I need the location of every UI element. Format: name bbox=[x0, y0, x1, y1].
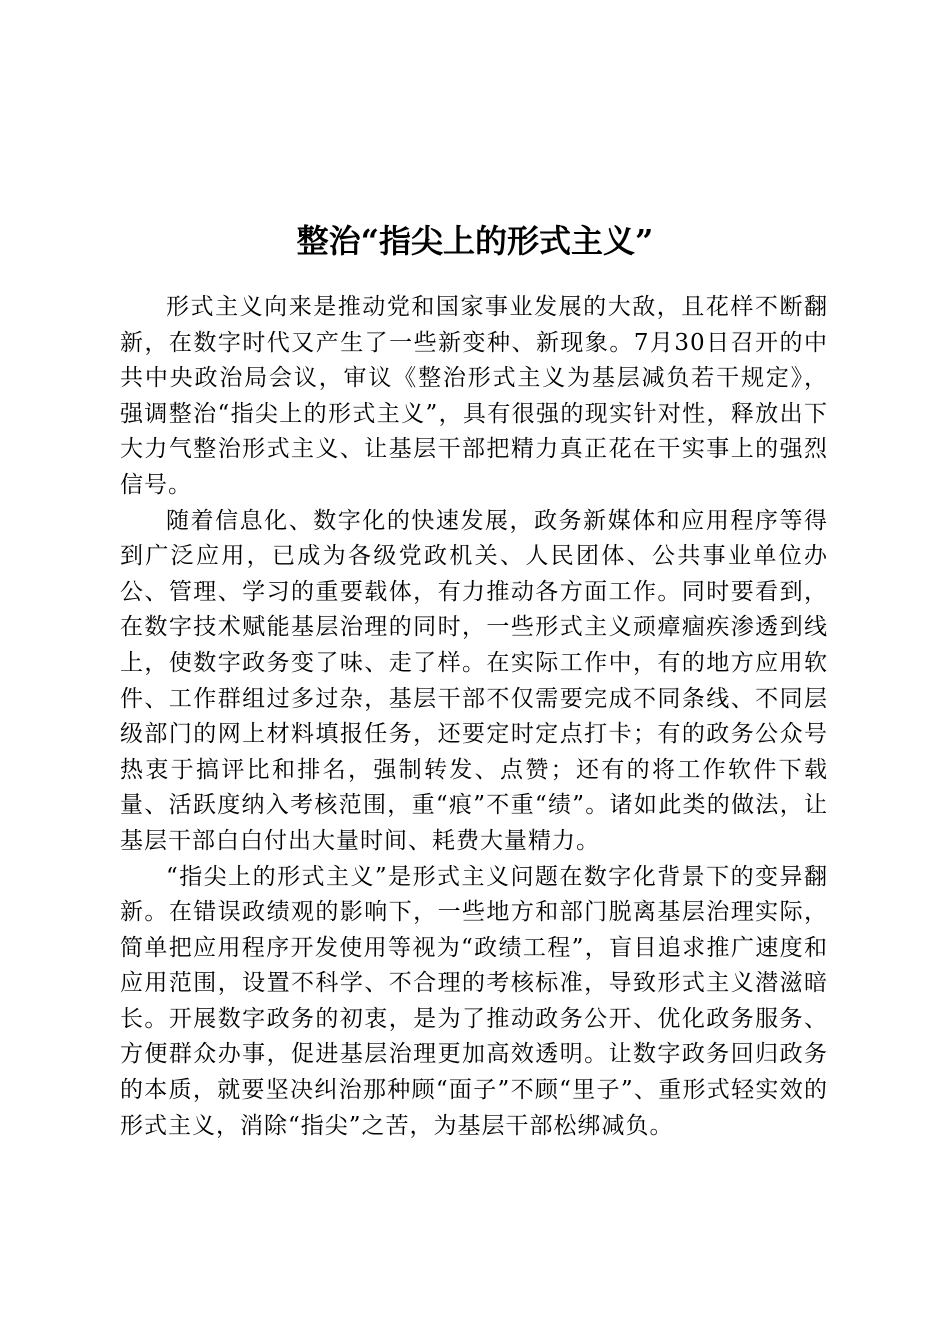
paragraph: “指尖上的形式主义”是形式主义问题在数字化背景下的变异翻新。在错误政绩观的影响下，一些地方和部门脱离基层治理实际，简单把应用程序开发使用等视为“政绩工程”，盲目追求推广速度和应用范围，设置不科学、不合理的考核标准，导致形式主义潜滋暗长。开展数字政务的初衷，是为了推动政务公开、优化政务服务、方便群众办事，促进基层治理更加高效透明。让数字政务回归政务的本质，就要坚决纠治那种顾“面子”不顾“里子”、重形式轻实效的形式主义，消除“指尖”之苦，为基层干部松绑减负。 bbox=[120, 863, 828, 1139]
document-body bbox=[120, 290, 828, 1144]
document-title: 整治“指尖上的形式主义” bbox=[296, 222, 654, 261]
paragraph: 形式主义向来是推动党和国家事业发展的大敌，且花样不断翻新，在数字时代又产生了一些新变种、新现象。7月30日召开的中共中央政治局会议，审议《整治形式主义为基层减负若干规定》，强调整治“指尖上的形式主义”，具有很强的现实针对性，释放出下大力气整治形式主义、让基层干部把精力真正花在干实事上的强烈信号。 bbox=[120, 294, 828, 498]
paragraph: 随着信息化、数字化的快速发展，政务新媒体和应用程序等得到广泛应用，已成为各级党政机关、人民团体、公共事业单位办公、管理、学习的重要载体，有力推动各方面工作。同时要看到，在数字技术赋能基层治理的同时，一些形式主义顽瘴痼疾渗透到线上，使数字政务变了味、走了样。在实际工作中，有的地方应用软件、工作群组过多过杂，基层干部不仅需要完成不同条线、不同层级部门的网上材料填报任务，还要定时定点打卡；有的政务公众号热衷于搞评比和排名，强制转发、点赞；还有的将工作软件下载量、活跃度纳入考核范围，重“痕”不重“绩”。诸如此类的做法，让基层干部白白付出大量时间、耗费大量精力。 bbox=[120, 507, 828, 854]
